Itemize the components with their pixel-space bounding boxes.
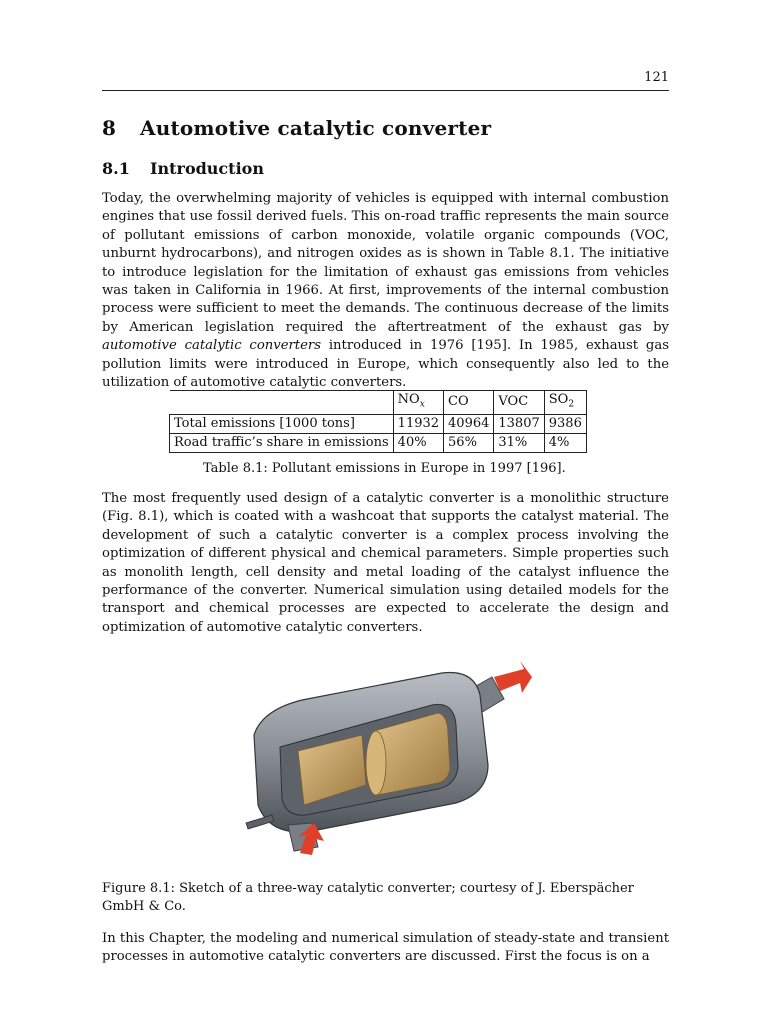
running-header bbox=[102, 68, 669, 91]
table-header-cell: $SO_2$ bbox=[544, 391, 586, 415]
table-header-cell: CO bbox=[444, 391, 494, 415]
paragraph-intro bbox=[102, 190, 669, 392]
table-cell: 56% bbox=[444, 433, 494, 452]
outlet-arrow bbox=[494, 661, 532, 693]
table-cell: 13807 bbox=[494, 414, 544, 433]
lambda-sensor bbox=[246, 815, 274, 829]
paragraph-intro-emphasis: automotive catalytic converters bbox=[102, 338, 321, 354]
emissions-table-container bbox=[169, 390, 587, 453]
section-number: 8.1 bbox=[102, 159, 130, 178]
paragraph-design: The most frequently used design of a catalytic converter is a monolithic structure (Fig. 8.1), which is coated with a washcoat that supports the catalyst material. The development of such a catalytic converter is a complex process involving the optimization of different physical and chemical parameters. Simple properties such as monolith length, cell density and metal loading of the catalyst influence the performance of the converter. Numerical simulation using detailed models for the transport and chemical processes are expected to accelerate the design and optimization of automotive catalytic converters. bbox=[102, 491, 669, 635]
table-cell: 40% bbox=[393, 433, 443, 452]
table-cell: 40964 bbox=[444, 414, 494, 433]
paragraph-intro-part-a: Today, the overwhelming majority of vehicles is equipped with internal combustion engines that use fossil derived fuels. This on-road traffic represents the main source of pollutant emissions of carbon monoxide, volatile organic compounds (VOC, unburnt hydrocarbons), and nitrogen oxides as is shown in Table 8.1. The initiative to introduce legislation for the limitation of exhaust gas emissions from vehicles was taken in California in 1966. At first, improvements of the internal combustion process were sufficient to meet the demands. The continuous decrease of the limits by American legislation required the aftertreatment of the exhaust gas by bbox=[102, 191, 669, 335]
chapter-number: 8 bbox=[102, 116, 117, 140]
table-caption: Table 8.1: Pollutant emissions in Europe in 1997 [196]. bbox=[203, 461, 566, 476]
figure-caption: Figure 8.1: Sketch of a three-way catalytic converter; courtesy of J. Eberspächer GmbH & Co. bbox=[102, 881, 634, 914]
section-title-text: Introduction bbox=[150, 159, 264, 178]
emissions-table bbox=[169, 390, 587, 453]
section-title bbox=[102, 159, 264, 178]
table-header-cell: $NO_x$ bbox=[393, 391, 443, 415]
page-number: 121 bbox=[644, 70, 669, 85]
monolith-face bbox=[366, 731, 386, 795]
table-cell: 11932 bbox=[393, 414, 443, 433]
paragraph-chapter-overview: In this Chapter, the modeling and numerical simulation of steady-state and transient processes in automotive catalytic converters are discussed. First the focus is on a bbox=[102, 931, 669, 965]
table-row bbox=[170, 433, 587, 452]
chapter-title-text: Automotive catalytic converter bbox=[140, 116, 492, 140]
table-row-label: Total emissions [1000 tons] bbox=[170, 414, 394, 433]
table-cell: 31% bbox=[494, 433, 544, 452]
table-cell: 4% bbox=[544, 433, 586, 452]
table-row bbox=[170, 414, 587, 433]
catalytic-converter-illustration bbox=[242, 655, 532, 855]
table-header-cell: VOC bbox=[494, 391, 544, 415]
table-corner-cell bbox=[170, 391, 394, 415]
paragraph-intro-part-b: introduced in 1976 [195]. In 1985, exhaust gas pollution limits were introduced in Europe, which consequently also led to the utilization of automotive catalytic converters. bbox=[102, 338, 670, 391]
table-row-label: Road traffic’s share in emissions bbox=[170, 433, 394, 452]
chapter-title bbox=[102, 116, 491, 140]
table-header-row bbox=[170, 391, 587, 415]
catalytic-converter-figure bbox=[242, 655, 532, 855]
table-cell: 9386 bbox=[544, 414, 586, 433]
